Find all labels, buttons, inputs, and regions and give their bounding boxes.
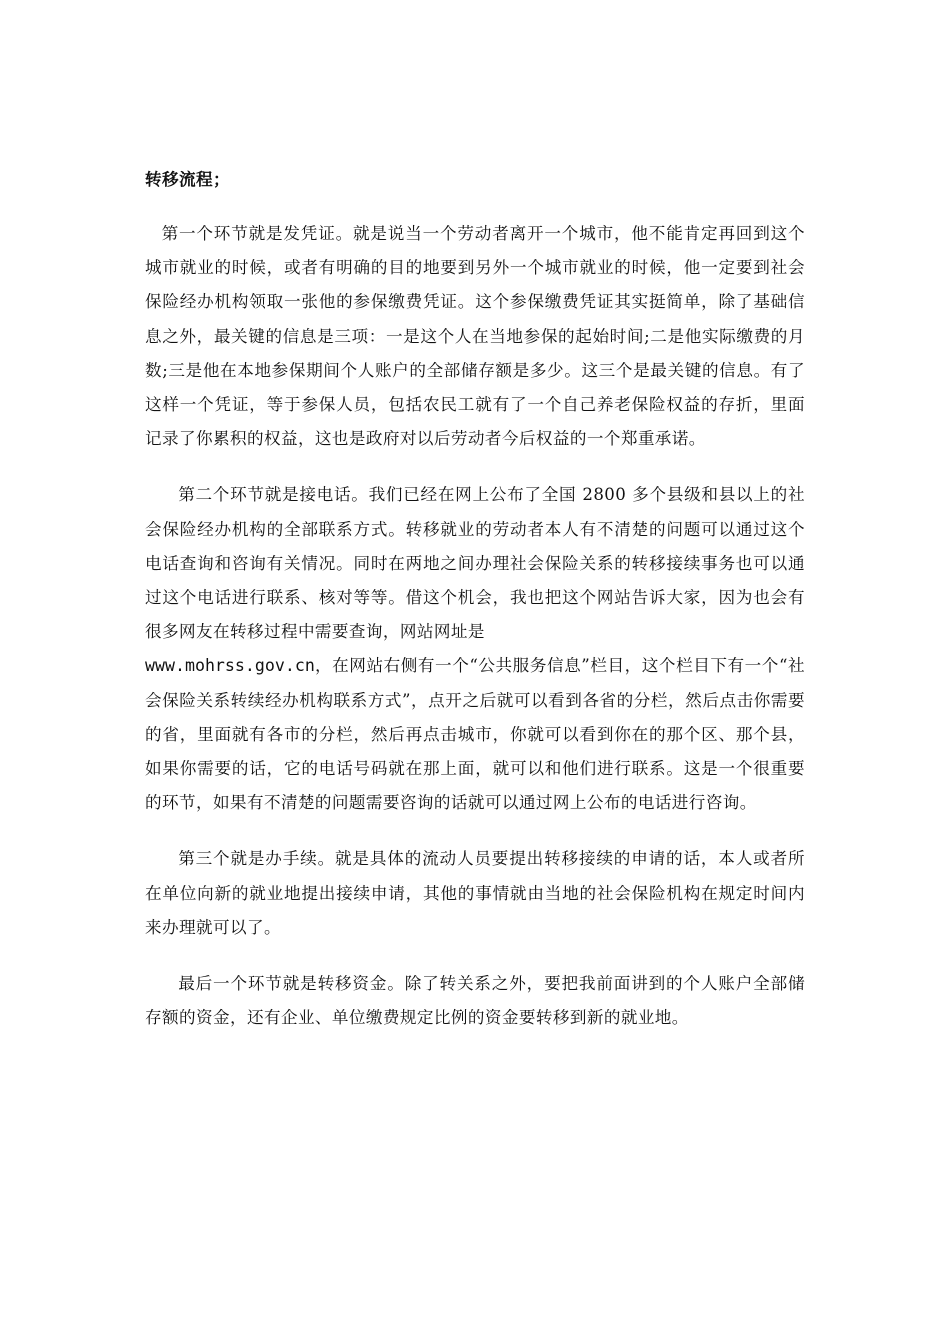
paragraph-handle-procedures: 第三个就是办手续。就是具体的流动人员要提出转移接续的申请的话，本人或者所在单位向新的就业地提出接续申请，其他的事情就由当地的社会保险机构在规定时间内来办理就可以了。 — [145, 849, 805, 937]
paragraph-answer-phone — [145, 478, 805, 820]
paragraph-text: ，在网站右侧有一个“公共服务信息”栏目，这个栏目下有一个“社会保险关系转续经办机构联系方式”，点开之后就可以看到各省的分栏，然后点击你需要的省，里面就有各市的分栏，然后再点击城市，你就可以看到你在的那个区、那个县，如果你需要的话，它的电话号码就在那上面，就可以和他们进行联系。这是一个很重要的环节，如果有不清楚的问题需要咨询的话就可以通过网上公布的电话进行咨询。 — [145, 656, 805, 813]
document-body — [145, 163, 805, 1057]
section-heading: 转移流程； — [145, 170, 230, 189]
paragraph-issue-certificate: 第一个环节就是发凭证。就是说当一个劳动者离开一个城市，他不能肯定再回到这个城市就业的时候，或者有明确的目的地要到另外一个城市就业的时候，他一定要到社会保险经办机构领取一张他的参保缴费凭证。这个参保缴费凭证其实挺简单，除了基础信息之外，最关键的信息是三项：一是这个人在当地参保的起始时间;二是他实际缴费的月数;三是他在本地参保期间个人账户的全部储存额是多少。这三个是最关键的信息。有了这样一个凭证，等于参保人员，包括农民工就有了一个自己养老保险权益的存折，里面记录了你累积的权益，这也是政府对以后劳动者今后权益的一个郑重承诺。 — [145, 224, 805, 449]
paragraph-transfer-funds: 最后一个环节就是转移资金。除了转关系之外，要把我前面讲到的个人账户全部储存额的资金，还有企业、单位缴费规定比例的资金要转移到新的就业地。 — [145, 974, 805, 1028]
paragraph-text: 第二个环节就是接电话。我们已经在网上公布了全国 2800 多个县级和县以上的社会保险经办机构的全部联系方式。转移就业的劳动者本人有不清楚的问题可以通过这个电话查询和咨询有关情况。同时在两地之间办理社会保险关系的转移接续事务也可以通过这个电话进行联系、核对等等。借这个机会，我也把这个网站告诉大家，因为也会有很多网友在转移过程中需要查询，网站网址是 — [145, 485, 805, 642]
website-url: www.mohrss.gov.cn — [145, 656, 315, 676]
